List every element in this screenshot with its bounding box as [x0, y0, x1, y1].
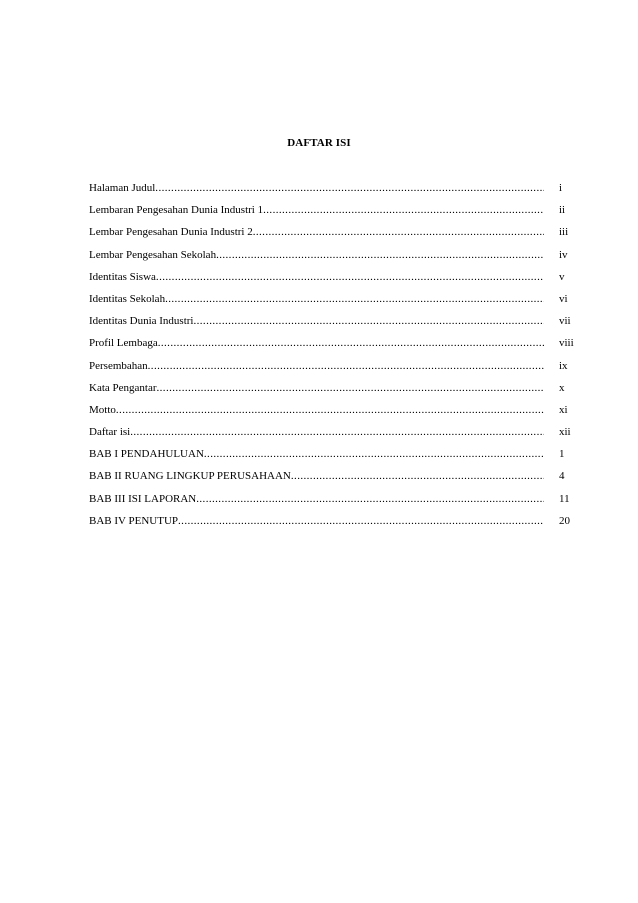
- toc-entry-page: x: [559, 381, 565, 394]
- toc-entry-label: Identitas Sekolah: [89, 292, 166, 305]
- toc-leader-dots: [178, 510, 544, 532]
- toc-leader-dots: [165, 288, 544, 310]
- toc-entry-label: BAB II RUANG LINGKUP PERUSAHAAN: [89, 470, 291, 483]
- toc-entry-label: Persembahan: [89, 359, 148, 372]
- toc-entry-label: Motto: [89, 403, 116, 416]
- toc-entry-page: vi: [559, 292, 568, 305]
- toc-leader-dots: [130, 421, 544, 443]
- toc-entry: [89, 355, 585, 377]
- toc-entry: [89, 421, 585, 443]
- toc-entry-page: viii: [559, 337, 574, 350]
- toc-entry-page: iv: [559, 248, 568, 261]
- toc-leader-dots: [196, 488, 544, 510]
- toc-leader-dots: [156, 266, 544, 288]
- toc-entry-page: xi: [559, 403, 568, 416]
- toc-entry: [89, 221, 585, 243]
- toc-entry-page: ii: [559, 204, 566, 217]
- toc-leader-dots: [263, 199, 544, 221]
- toc-entry: [89, 266, 585, 288]
- toc-entry: [89, 244, 585, 266]
- toc-entry-label: Identitas Siswa: [89, 270, 156, 283]
- toc-entry-page: 1: [559, 448, 565, 461]
- toc-entry: [89, 399, 585, 421]
- toc-entry: [89, 465, 585, 487]
- toc-entry-label: Daftar isi: [89, 426, 131, 439]
- toc-entry-page: iii: [559, 226, 569, 239]
- toc-leader-dots: [116, 399, 544, 421]
- toc-leader-dots: [155, 177, 544, 199]
- toc-entry-page: vii: [559, 315, 571, 328]
- toc-entry-label: Identitas Dunia Industri: [89, 315, 194, 328]
- toc-entry: [89, 288, 585, 310]
- toc-entry-label: Lembaran Pengesahan Dunia Industri 1: [89, 204, 264, 217]
- toc-entry-page: i: [559, 182, 563, 194]
- toc-entry-page: 4: [559, 470, 565, 483]
- toc-leader-dots: [216, 244, 544, 266]
- toc-entry-page: 20: [559, 514, 570, 527]
- toc-entry: [89, 199, 585, 221]
- toc-entry-page: 11: [559, 492, 570, 505]
- toc-entry: [89, 443, 585, 465]
- toc-entry-label: Profil Lembaga: [89, 337, 158, 350]
- toc-leader-dots: [253, 221, 544, 243]
- toc-leader-dots: [148, 355, 544, 377]
- toc-entry: [89, 488, 585, 510]
- toc-entry: [89, 510, 585, 532]
- page-title: DAFTAR ISI: [287, 137, 351, 149]
- toc-entry-label: BAB IV PENUTUP: [89, 514, 179, 527]
- toc-leader-dots: [158, 332, 544, 354]
- toc-entry-label: Kata Pengantar: [89, 381, 157, 394]
- toc-entry: [89, 377, 585, 399]
- toc-entry-page: ix: [559, 359, 568, 372]
- toc-entry-page: xii: [559, 426, 571, 439]
- toc-entry-label: Halaman Judul: [89, 182, 156, 194]
- toc-entry: [89, 310, 585, 332]
- toc-leader-dots: [193, 310, 544, 332]
- toc-leader-dots: [204, 443, 544, 465]
- toc-entry: [89, 332, 585, 354]
- toc-leader-dots: [157, 377, 545, 399]
- toc-entry-page: v: [559, 270, 565, 283]
- toc-entry: [89, 177, 585, 199]
- toc-entry-label: BAB I PENDAHULUAN: [89, 448, 204, 461]
- table-of-contents: [89, 177, 585, 532]
- toc-entry-label: Lembar Pengesahan Sekolah: [89, 248, 217, 261]
- toc-leader-dots: [291, 465, 544, 487]
- toc-entry-label: BAB III ISI LAPORAN: [89, 492, 197, 505]
- toc-entry-label: Lembar Pengesahan Dunia Industri 2: [89, 226, 253, 239]
